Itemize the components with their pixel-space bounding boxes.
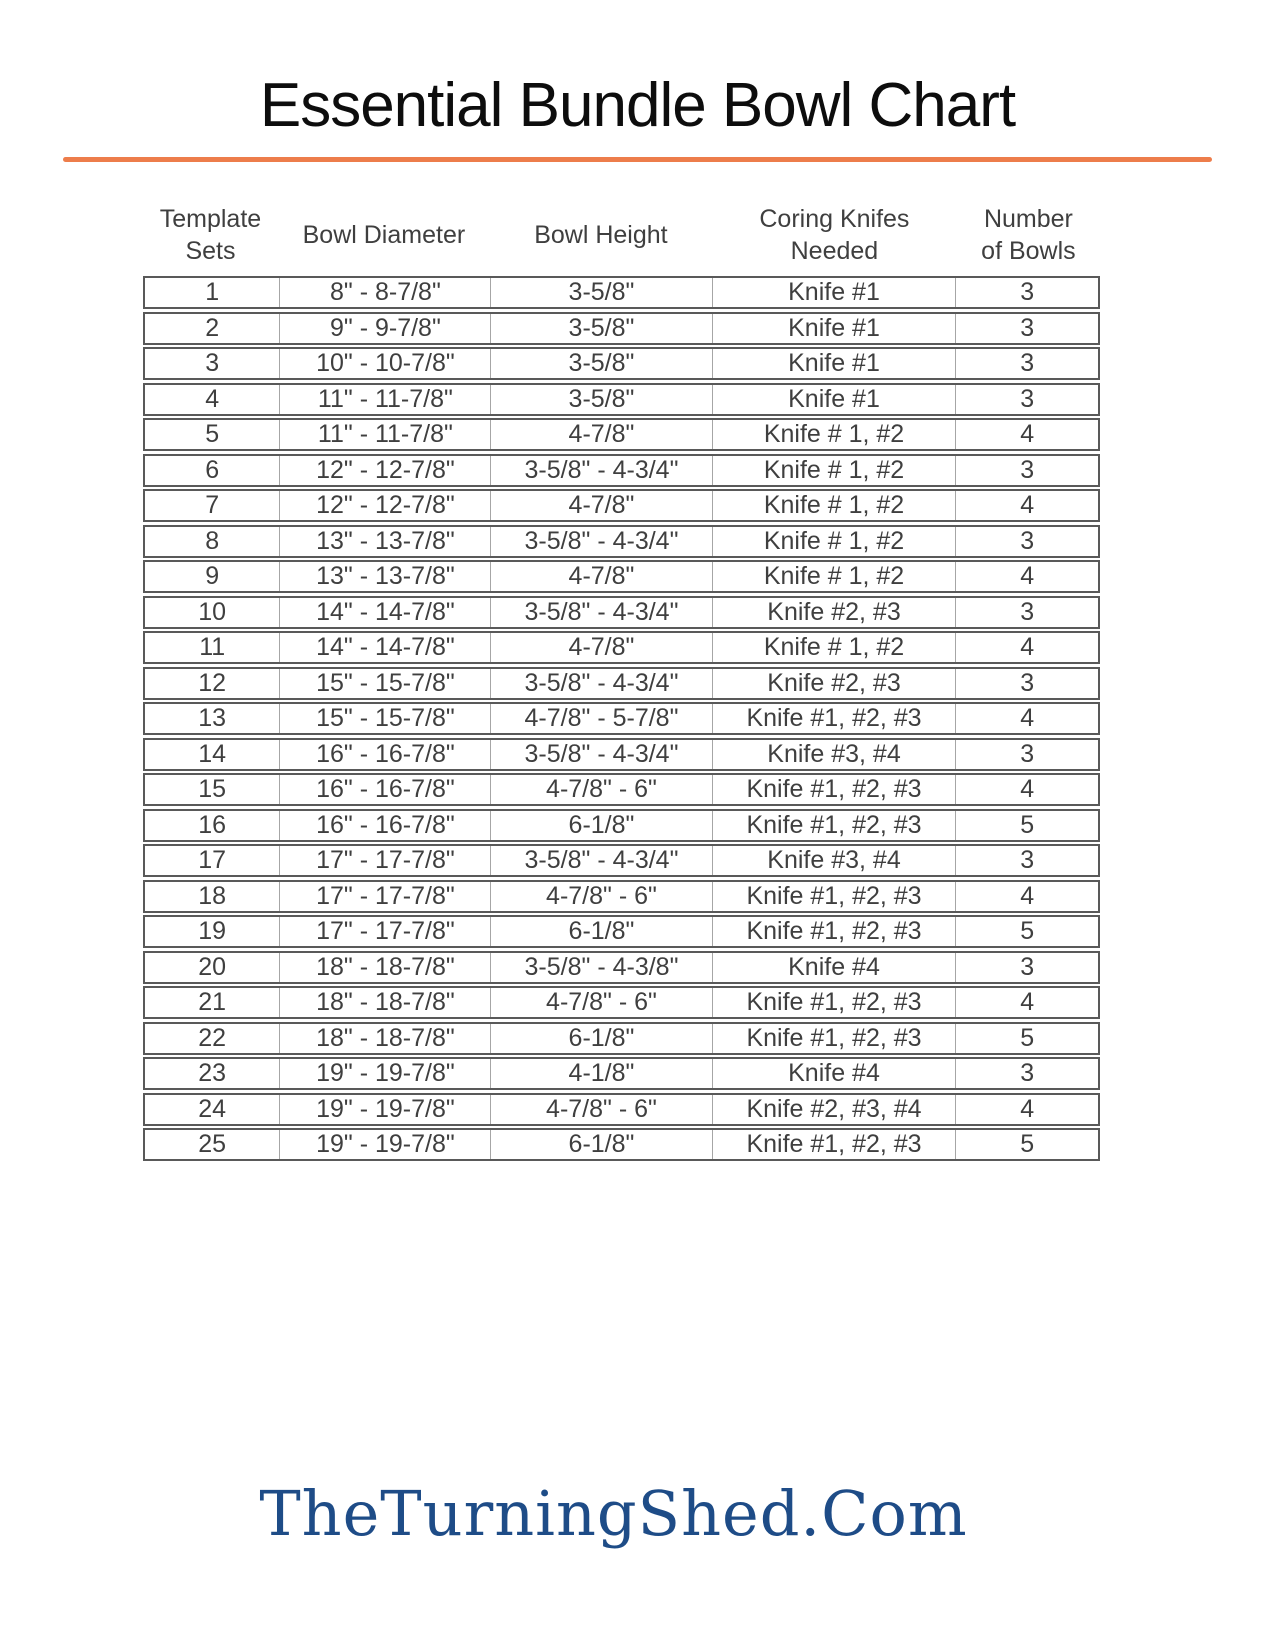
cell-number-of-bowls: 3 [955, 349, 1097, 378]
cell-coring-knifes-needed: Knife #2, #3 [712, 598, 956, 627]
table-row [143, 738, 1100, 771]
cell-template-set: 16 [198, 810, 227, 839]
cell-number-of-bowls: 3 [955, 456, 1097, 485]
cell-bowl-height: 4-7/8" [490, 420, 711, 449]
column-header-template-sets: Template Sets [159, 204, 262, 266]
cell-coring-knifes-needed: Knife # 1, #2 [712, 527, 956, 556]
cell-number-of-bowls: 4 [955, 1095, 1097, 1124]
cell-coring-knifes-needed: Knife #1, #2, #3 [712, 917, 956, 946]
cell-number-of-bowls: 3 [955, 598, 1097, 627]
cell-template-set: 13 [198, 704, 227, 733]
cell-template-set: 19 [198, 917, 227, 946]
cell-coring-knifes-needed: Knife #1, #2, #3 [712, 1130, 956, 1159]
cell-bowl-height: 3-5/8" - 4-3/4" [490, 669, 711, 698]
cell-bowl-diameter: 14" - 14-7/8" [279, 633, 490, 662]
cell-template-set: 3 [205, 349, 220, 378]
table-row [143, 347, 1100, 380]
cell-bowl-height: 4-7/8" [490, 633, 711, 662]
page-title: Essential Bundle Bowl Chart [259, 71, 1016, 140]
bowl-chart-table [143, 202, 1100, 1161]
cell-number-of-bowls: 5 [955, 917, 1097, 946]
cell-bowl-height: 3-5/8" [490, 349, 711, 378]
cell-coring-knifes-needed: Knife #3, #4 [712, 846, 956, 875]
column-header-coring-knifes-needed: Coring Knifes Needed [759, 204, 910, 266]
cell-bowl-height: 4-7/8" [490, 491, 711, 520]
cell-coring-knifes-needed: Knife #2, #3, #4 [712, 1095, 956, 1124]
cell-number-of-bowls: 5 [955, 811, 1097, 840]
cell-template-set: 8 [205, 526, 220, 555]
cell-template-set: 10 [198, 597, 227, 626]
cell-bowl-diameter: 13" - 13-7/8" [279, 562, 490, 591]
table-row [143, 773, 1100, 806]
table-row [143, 454, 1100, 487]
cell-bowl-diameter: 15" - 15-7/8" [279, 669, 490, 698]
cell-number-of-bowls: 4 [955, 704, 1097, 733]
cell-template-set: 24 [198, 1094, 227, 1123]
cell-bowl-diameter: 11" - 11-7/8" [279, 385, 490, 414]
cell-coring-knifes-needed: Knife # 1, #2 [712, 456, 956, 485]
cell-number-of-bowls: 3 [955, 669, 1097, 698]
cell-coring-knifes-needed: Knife #4 [712, 953, 956, 982]
cell-bowl-height: 6-1/8" [490, 917, 711, 946]
table-row [143, 844, 1100, 877]
cell-number-of-bowls: 5 [955, 1130, 1097, 1159]
cell-template-set: 22 [198, 1023, 227, 1052]
cell-coring-knifes-needed: Knife # 1, #2 [712, 491, 956, 520]
cell-number-of-bowls: 4 [955, 562, 1097, 591]
table-row [143, 525, 1100, 558]
cell-number-of-bowls: 4 [955, 633, 1097, 662]
table-header-row [143, 202, 1100, 268]
cell-coring-knifes-needed: Knife #1, #2, #3 [712, 811, 956, 840]
cell-number-of-bowls: 4 [955, 775, 1097, 804]
cell-number-of-bowls: 4 [955, 882, 1097, 911]
cell-bowl-diameter: 17" - 17-7/8" [279, 917, 490, 946]
cell-bowl-diameter: 19" - 19-7/8" [279, 1059, 490, 1088]
cell-bowl-diameter: 13" - 13-7/8" [279, 527, 490, 556]
cell-coring-knifes-needed: Knife #1, #2, #3 [712, 704, 956, 733]
cell-number-of-bowls: 4 [955, 988, 1097, 1017]
cell-coring-knifes-needed: Knife #1, #2, #3 [712, 988, 956, 1017]
cell-bowl-height: 3-5/8" - 4-3/4" [490, 740, 711, 769]
cell-coring-knifes-needed: Knife #1, #2, #3 [712, 1024, 956, 1053]
cell-bowl-diameter: 14" - 14-7/8" [279, 598, 490, 627]
table-row [143, 489, 1100, 522]
cell-template-set: 25 [198, 1130, 227, 1159]
table-row [143, 915, 1100, 948]
cell-template-set: 5 [205, 420, 220, 449]
cell-bowl-diameter: 19" - 19-7/8" [279, 1095, 490, 1124]
table-row [143, 951, 1100, 984]
cell-bowl-height: 4-7/8" - 6" [490, 1095, 711, 1124]
cell-bowl-height: 4-7/8" - 6" [490, 775, 711, 804]
table-row [143, 631, 1100, 664]
table-row [143, 596, 1100, 629]
cell-bowl-height: 3-5/8" [490, 385, 711, 414]
column-header-bowl-height: Bowl Height [534, 221, 668, 250]
cell-coring-knifes-needed: Knife # 1, #2 [712, 420, 956, 449]
table-row [143, 1093, 1100, 1126]
column-header-bowl-diameter: Bowl Diameter [302, 221, 466, 250]
footer-logo: TheTurningShed.Com [259, 1477, 968, 1551]
cell-bowl-height: 4-1/8" [490, 1059, 711, 1088]
cell-number-of-bowls: 3 [955, 740, 1097, 769]
cell-bowl-diameter: 12" - 12-7/8" [279, 456, 490, 485]
cell-bowl-diameter: 18" - 18-7/8" [279, 1024, 490, 1053]
table-row [143, 276, 1100, 309]
table-row [143, 418, 1100, 451]
cell-template-set: 17 [198, 846, 227, 875]
cell-number-of-bowls: 4 [955, 491, 1097, 520]
cell-bowl-diameter: 9" - 9-7/8" [279, 314, 490, 343]
cell-template-set: 11 [199, 633, 226, 662]
cell-number-of-bowls: 5 [955, 1024, 1097, 1053]
cell-bowl-height: 4-7/8" [490, 562, 711, 591]
cell-bowl-diameter: 10" - 10-7/8" [279, 349, 490, 378]
cell-coring-knifes-needed: Knife #2, #3 [712, 669, 956, 698]
cell-template-set: 21 [198, 988, 227, 1017]
cell-number-of-bowls: 3 [955, 314, 1097, 343]
cell-bowl-height: 3-5/8" - 4-3/8" [490, 953, 711, 982]
cell-bowl-height: 6-1/8" [490, 1130, 711, 1159]
cell-coring-knifes-needed: Knife #1, #2, #3 [712, 882, 956, 911]
column-header-number-of-bowls: Number of Bowls [981, 204, 1076, 266]
table-row [143, 383, 1100, 416]
table-row [143, 702, 1100, 735]
cell-bowl-diameter: 18" - 18-7/8" [279, 953, 490, 982]
cell-coring-knifes-needed: Knife #1, #2, #3 [712, 775, 956, 804]
cell-bowl-height: 3-5/8" [490, 278, 711, 307]
table-row [143, 986, 1100, 1019]
table-row [143, 560, 1100, 593]
cell-bowl-height: 4-7/8" - 6" [490, 882, 711, 911]
cell-bowl-diameter: 19" - 19-7/8" [279, 1130, 490, 1159]
cell-number-of-bowls: 4 [955, 420, 1097, 449]
cell-bowl-height: 3-5/8" - 4-3/4" [490, 527, 711, 556]
cell-bowl-height: 3-5/8" - 4-3/4" [490, 456, 711, 485]
cell-bowl-diameter: 16" - 16-7/8" [279, 775, 490, 804]
cell-number-of-bowls: 3 [955, 385, 1097, 414]
cell-bowl-diameter: 15" - 15-7/8" [279, 704, 490, 733]
cell-template-set: 12 [198, 668, 227, 697]
cell-coring-knifes-needed: Knife # 1, #2 [712, 633, 956, 662]
cell-coring-knifes-needed: Knife #1 [712, 278, 956, 307]
cell-bowl-diameter: 8" - 8-7/8" [279, 278, 490, 307]
cell-template-set: 20 [198, 952, 227, 981]
table-row [143, 880, 1100, 913]
cell-template-set: 9 [205, 562, 220, 591]
cell-number-of-bowls: 3 [955, 278, 1097, 307]
cell-coring-knifes-needed: Knife #3, #4 [712, 740, 956, 769]
cell-number-of-bowls: 3 [955, 527, 1097, 556]
cell-coring-knifes-needed: Knife #4 [712, 1059, 956, 1088]
cell-bowl-diameter: 17" - 17-7/8" [279, 882, 490, 911]
cell-coring-knifes-needed: Knife # 1, #2 [712, 562, 956, 591]
cell-template-set: 23 [198, 1059, 227, 1088]
table-row [143, 667, 1100, 700]
cell-bowl-diameter: 12" - 12-7/8" [279, 491, 490, 520]
cell-bowl-height: 6-1/8" [490, 1024, 711, 1053]
cell-bowl-diameter: 18" - 18-7/8" [279, 988, 490, 1017]
table-row [143, 1022, 1100, 1055]
cell-bowl-height: 4-7/8" - 5-7/8" [490, 704, 711, 733]
cell-coring-knifes-needed: Knife #1 [712, 349, 956, 378]
cell-number-of-bowls: 3 [955, 1059, 1097, 1088]
cell-coring-knifes-needed: Knife #1 [712, 314, 956, 343]
cell-template-set: 15 [198, 775, 227, 804]
cell-bowl-height: 6-1/8" [490, 811, 711, 840]
cell-bowl-diameter: 16" - 16-7/8" [279, 811, 490, 840]
table-row [143, 1128, 1100, 1161]
table-row [143, 809, 1100, 842]
cell-bowl-height: 3-5/8" - 4-3/4" [490, 846, 711, 875]
cell-template-set: 4 [205, 384, 220, 413]
cell-template-set: 1 [205, 278, 220, 307]
title-divider-rule [63, 157, 1212, 162]
cell-template-set: 6 [205, 455, 220, 484]
cell-template-set: 18 [198, 881, 227, 910]
cell-bowl-diameter: 16" - 16-7/8" [279, 740, 490, 769]
cell-bowl-height: 3-5/8" [490, 314, 711, 343]
cell-bowl-diameter: 11" - 11-7/8" [279, 420, 490, 449]
table-row [143, 312, 1100, 345]
table-row [143, 1057, 1100, 1090]
cell-bowl-diameter: 17" - 17-7/8" [279, 846, 490, 875]
cell-number-of-bowls: 3 [955, 846, 1097, 875]
cell-coring-knifes-needed: Knife #1 [712, 385, 956, 414]
table-body [143, 276, 1100, 1161]
cell-bowl-height: 4-7/8" - 6" [490, 988, 711, 1017]
cell-template-set: 7 [205, 491, 220, 520]
cell-template-set: 2 [205, 313, 220, 342]
cell-bowl-height: 3-5/8" - 4-3/4" [490, 598, 711, 627]
cell-number-of-bowls: 3 [955, 953, 1097, 982]
cell-template-set: 14 [198, 739, 227, 768]
